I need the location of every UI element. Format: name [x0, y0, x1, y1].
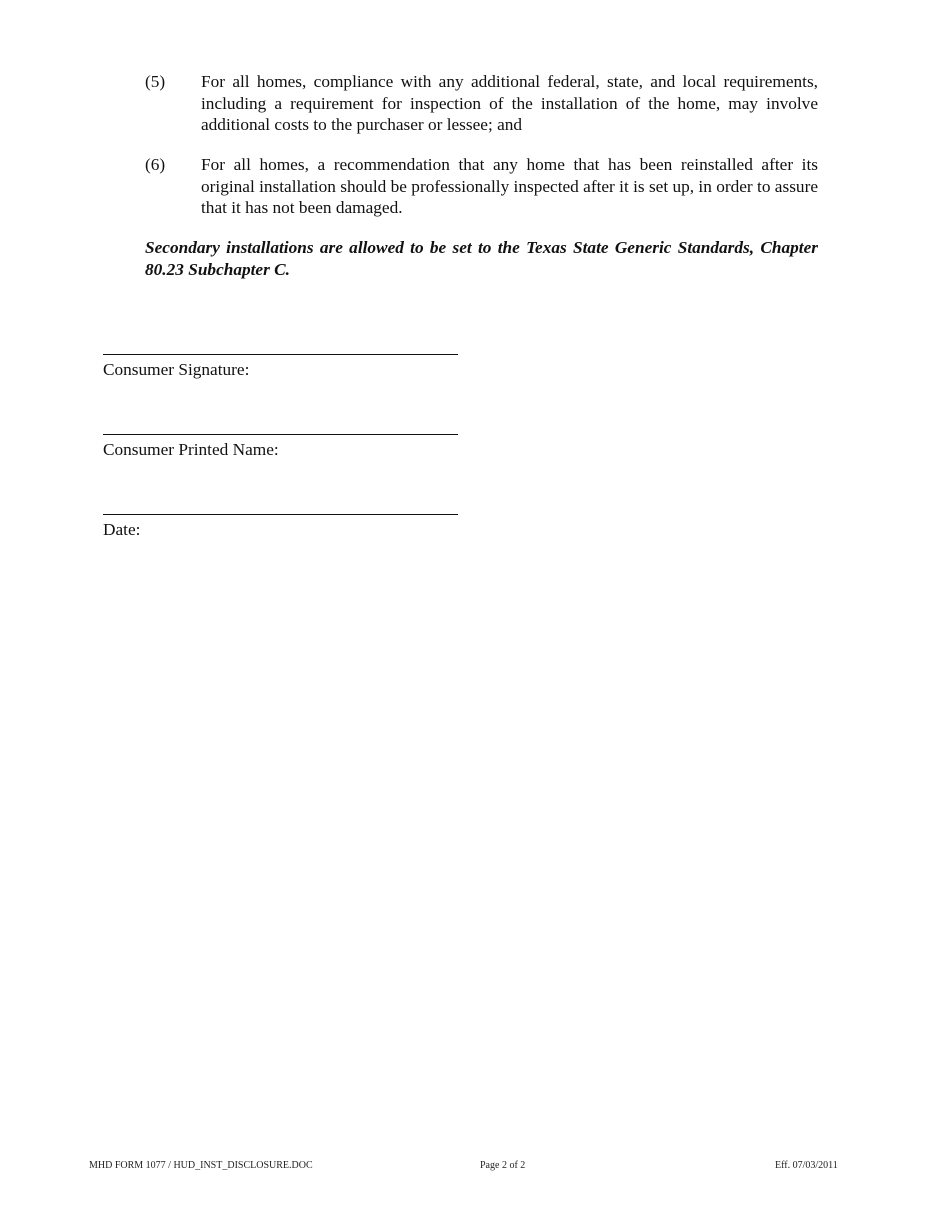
item-text: For all homes, a recommendation that any home that has been reinstalled after its original installation should be professionally inspected after it is set up, in order to assure that it has not been damaged. — [201, 155, 818, 217]
date-field[interactable] — [103, 514, 463, 541]
item-number: (6) — [145, 155, 166, 174]
date-label: Date: — [103, 520, 141, 539]
consumer-signature-label: Consumer Signature: — [103, 360, 250, 379]
consumer-printed-name-field[interactable] — [103, 434, 463, 461]
signature-line[interactable] — [103, 514, 458, 515]
footer-effective-date: Eff. 07/03/2011 — [775, 1160, 838, 1171]
consumer-printed-name-label: Consumer Printed Name: — [103, 440, 279, 459]
item-text: For all homes, compliance with any additional federal, state, and local requirements, including a requirement for inspection of the installation of the home, may involve additional costs to the purchaser or lessee; and — [201, 72, 818, 134]
secondary-installations-note: Secondary installations are allowed to be set to the Texas State Generic Standards, Chapter 80.23 Subchapter C. — [145, 238, 818, 279]
signature-line[interactable] — [103, 434, 458, 435]
item-number: (5) — [145, 72, 166, 91]
disclosure-item-6 — [145, 154, 818, 219]
consumer-signature-field[interactable] — [103, 354, 463, 381]
footer-page-number: Page 2 of 2 — [480, 1160, 526, 1171]
disclosure-item-5 — [145, 71, 818, 136]
signature-line[interactable] — [103, 354, 458, 355]
footer-form-id: MHD FORM 1077 / HUD_INST_DISCLOSURE.DOC — [89, 1160, 313, 1171]
